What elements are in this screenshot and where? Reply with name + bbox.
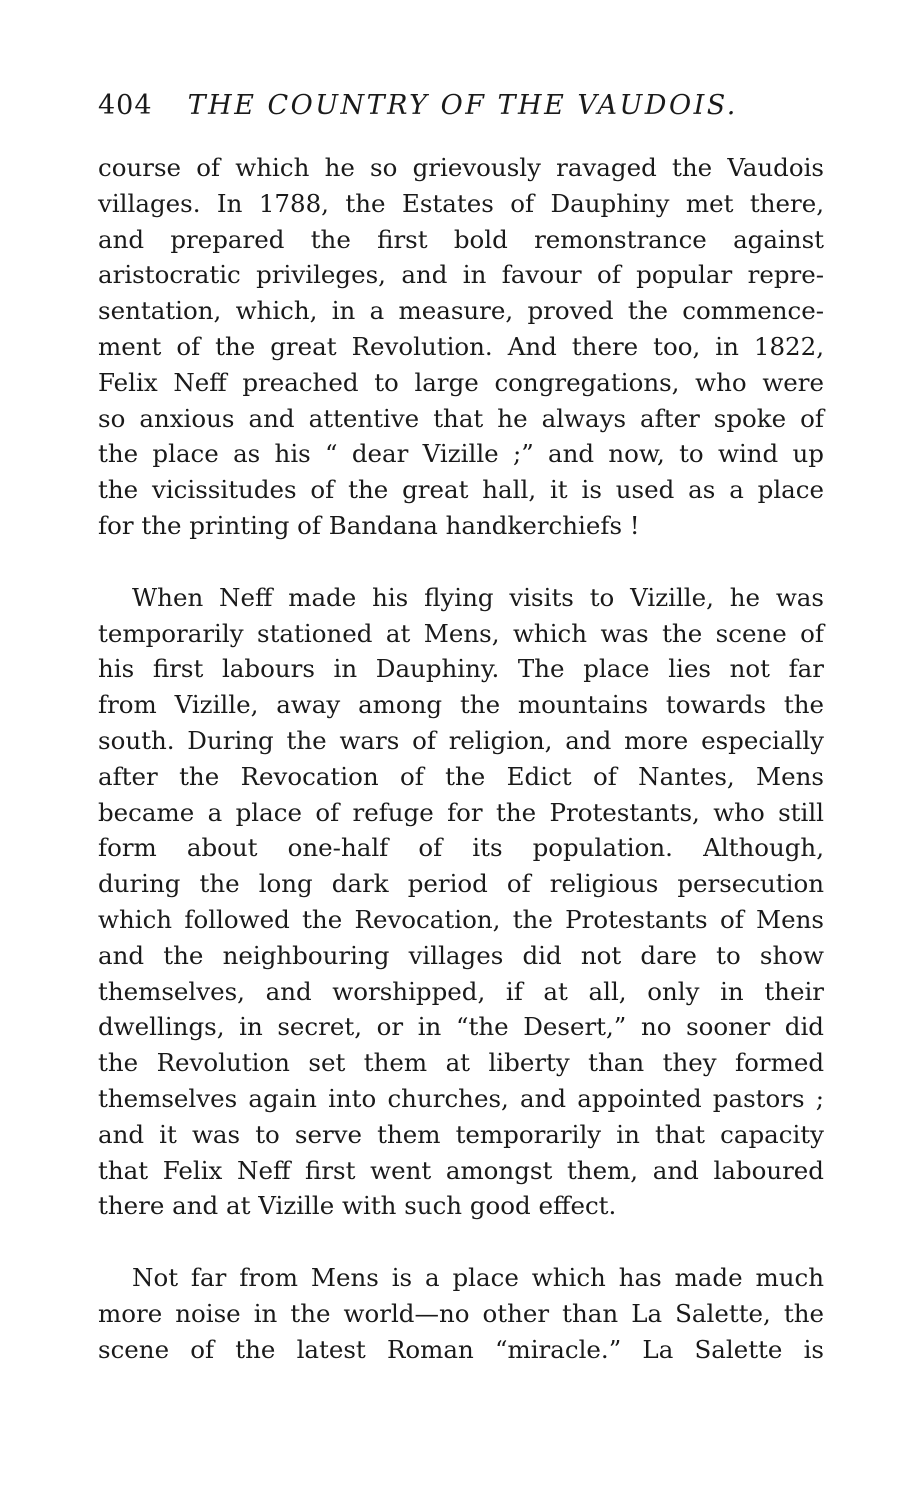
text-line: more noise in the world—no other than La Salette, the	[98, 1298, 824, 1328]
running-title: THE COUNTRY OF THE VAUDOIS.	[187, 90, 738, 121]
text-line: course of which he so grievously ravaged the Vaudois	[98, 153, 824, 182]
body-text	[98, 150, 824, 1368]
page-number: 404	[98, 90, 153, 121]
text-line: form about one-half of its population. Although,	[98, 833, 824, 863]
text-line: ment of the great Revolution. And there too, in 1822,	[98, 331, 824, 361]
text-line: Not far from Mens is a place which has made much	[132, 1263, 824, 1293]
text-line: so anxious and attentive that he always after spoke of	[98, 403, 824, 433]
text-line: the Revolution set them at liberty than they formed	[98, 1048, 824, 1078]
text-line: and it was to serve them temporarily in that capacity	[98, 1119, 824, 1149]
page-header	[98, 90, 838, 130]
text-line: there and at Vizille with such good effect.	[98, 1191, 617, 1221]
text-line: became a place of refuge for the Protestants, who still	[98, 797, 824, 827]
paragraph-3	[98, 1260, 824, 1367]
text-line: themselves again into churches, and appointed pastors ;	[98, 1083, 824, 1113]
text-line: the vicissitudes of the great hall, it is used as a place	[98, 475, 824, 505]
text-line: during the long dark period of religious persecution	[98, 869, 824, 899]
text-line: from Vizille, away among the mountains towards the	[98, 690, 824, 720]
paragraph-2	[98, 580, 824, 1224]
text-line: for the printing of Bandana handkerchiefs !	[98, 510, 640, 540]
text-line: dwellings, in secret, or in “the Desert,” no sooner did	[98, 1012, 824, 1042]
text-line: villages. In 1788, the Estates of Dauphiny met there,	[98, 188, 824, 218]
text-line: after the Revocation of the Edict of Nantes, Mens	[98, 761, 824, 791]
text-line: When Neff made his flying visits to Vizille, he was	[132, 582, 824, 612]
text-line: which followed the Revocation, the Protestants of Mens	[98, 904, 824, 934]
paragraph-gap	[98, 1224, 824, 1260]
text-line: south. During the wars of religion, and more especially	[98, 725, 824, 755]
text-line: his first labours in Dauphiny. The place lies not far	[98, 654, 824, 684]
paragraph-1	[98, 150, 824, 544]
text-line: scene of the latest Roman “miracle.” La Salette is	[98, 1334, 824, 1364]
paragraph-gap	[98, 544, 824, 580]
text-line: the place as his “ dear Vizille ;” and now, to wind up	[98, 439, 824, 469]
text-line: and prepared the first bold remonstrance against	[98, 224, 824, 254]
text-line: aristocratic privileges, and in favour of popular repre-	[98, 260, 824, 290]
text-line: temporarily stationed at Mens, which was the scene of	[98, 618, 824, 648]
text-line: that Felix Neff first went amongst them, and laboured	[98, 1155, 824, 1185]
text-line: and the neighbouring villages did not dare to show	[98, 940, 824, 970]
text-line: themselves, and worshipped, if at all, only in their	[98, 976, 824, 1006]
text-line: Felix Neff preached to large congregations, who were	[98, 367, 824, 397]
text-line: sentation, which, in a measure, proved the commence-	[98, 296, 824, 326]
